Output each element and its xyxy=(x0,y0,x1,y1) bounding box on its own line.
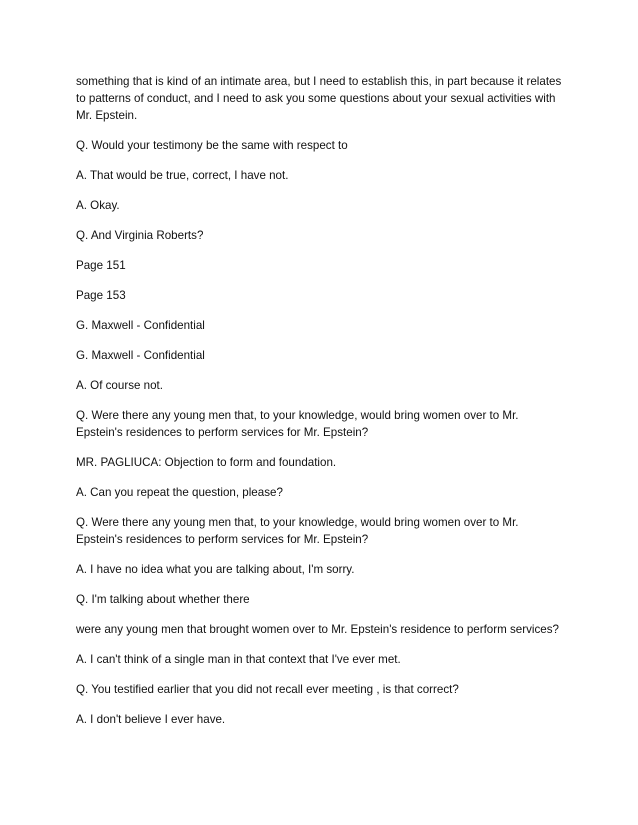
text-line: Q. And Virginia Roberts? xyxy=(76,229,204,242)
text-line: A. That would be true, correct, I have not. xyxy=(76,169,289,182)
paragraph-question xyxy=(76,681,578,698)
text-line: Page 151 xyxy=(76,259,126,272)
text-line: Q. You testified earlier that you did not recall ever meeting , is that correct? xyxy=(76,683,459,696)
text-line: MR. PAGLIUCA: Objection to form and foundation. xyxy=(76,456,337,469)
paragraph-intro xyxy=(76,73,578,124)
paragraph-question xyxy=(76,227,578,244)
paragraph-question xyxy=(76,137,578,154)
confidential-header xyxy=(76,347,578,364)
paragraph-question xyxy=(76,407,578,441)
text-line: A. Okay. xyxy=(76,199,120,212)
paragraph-objection xyxy=(76,454,578,471)
text-line: A. Of course not. xyxy=(76,379,163,392)
text-line: A. I have no idea what you are talking about, I'm sorry. xyxy=(76,563,355,576)
paragraph-question xyxy=(76,514,578,548)
text-line: G. Maxwell - Confidential xyxy=(76,319,205,332)
text-line: Epstein's residences to perform services for Mr. Epstein? xyxy=(76,426,369,439)
text-line: A. Can you repeat the question, please? xyxy=(76,486,283,499)
paragraph-answer xyxy=(76,484,578,501)
page-marker xyxy=(76,287,578,304)
text-line: Epstein's residences to perform services for Mr. Epstein? xyxy=(76,533,369,546)
text-line: Q. Were there any young men that, to your knowledge, would bring women over to Mr. xyxy=(76,516,519,529)
text-line: Page 153 xyxy=(76,289,126,302)
paragraph-answer xyxy=(76,197,578,214)
paragraph-answer xyxy=(76,561,578,578)
text-line: Q. Would your testimony be the same with respect to xyxy=(76,139,348,152)
text-line: to patterns of conduct, and I need to ask you some questions about your sexual activities with xyxy=(76,92,556,105)
paragraph-answer xyxy=(76,651,578,668)
paragraph-question xyxy=(76,591,578,608)
paragraph-continuation xyxy=(76,621,578,638)
paragraph-answer xyxy=(76,167,578,184)
text-line: were any young men that brought women over to Mr. Epstein's residence to perform services? xyxy=(76,623,559,636)
text-line: Mr. Epstein. xyxy=(76,109,138,122)
confidential-header xyxy=(76,317,578,334)
text-line: A. I don't believe I ever have. xyxy=(76,713,226,726)
text-line: something that is kind of an intimate area, but I need to establish this, in part because it relates xyxy=(76,75,562,88)
text-line: G. Maxwell - Confidential xyxy=(76,349,205,362)
text-line: Q. I'm talking about whether there xyxy=(76,593,250,606)
paragraph-answer xyxy=(76,377,578,394)
text-line: Q. Were there any young men that, to your knowledge, would bring women over to Mr. xyxy=(76,409,519,422)
page-marker xyxy=(76,257,578,274)
text-line: A. I can't think of a single man in that context that I've ever met. xyxy=(76,653,401,666)
paragraph-answer xyxy=(76,711,578,728)
